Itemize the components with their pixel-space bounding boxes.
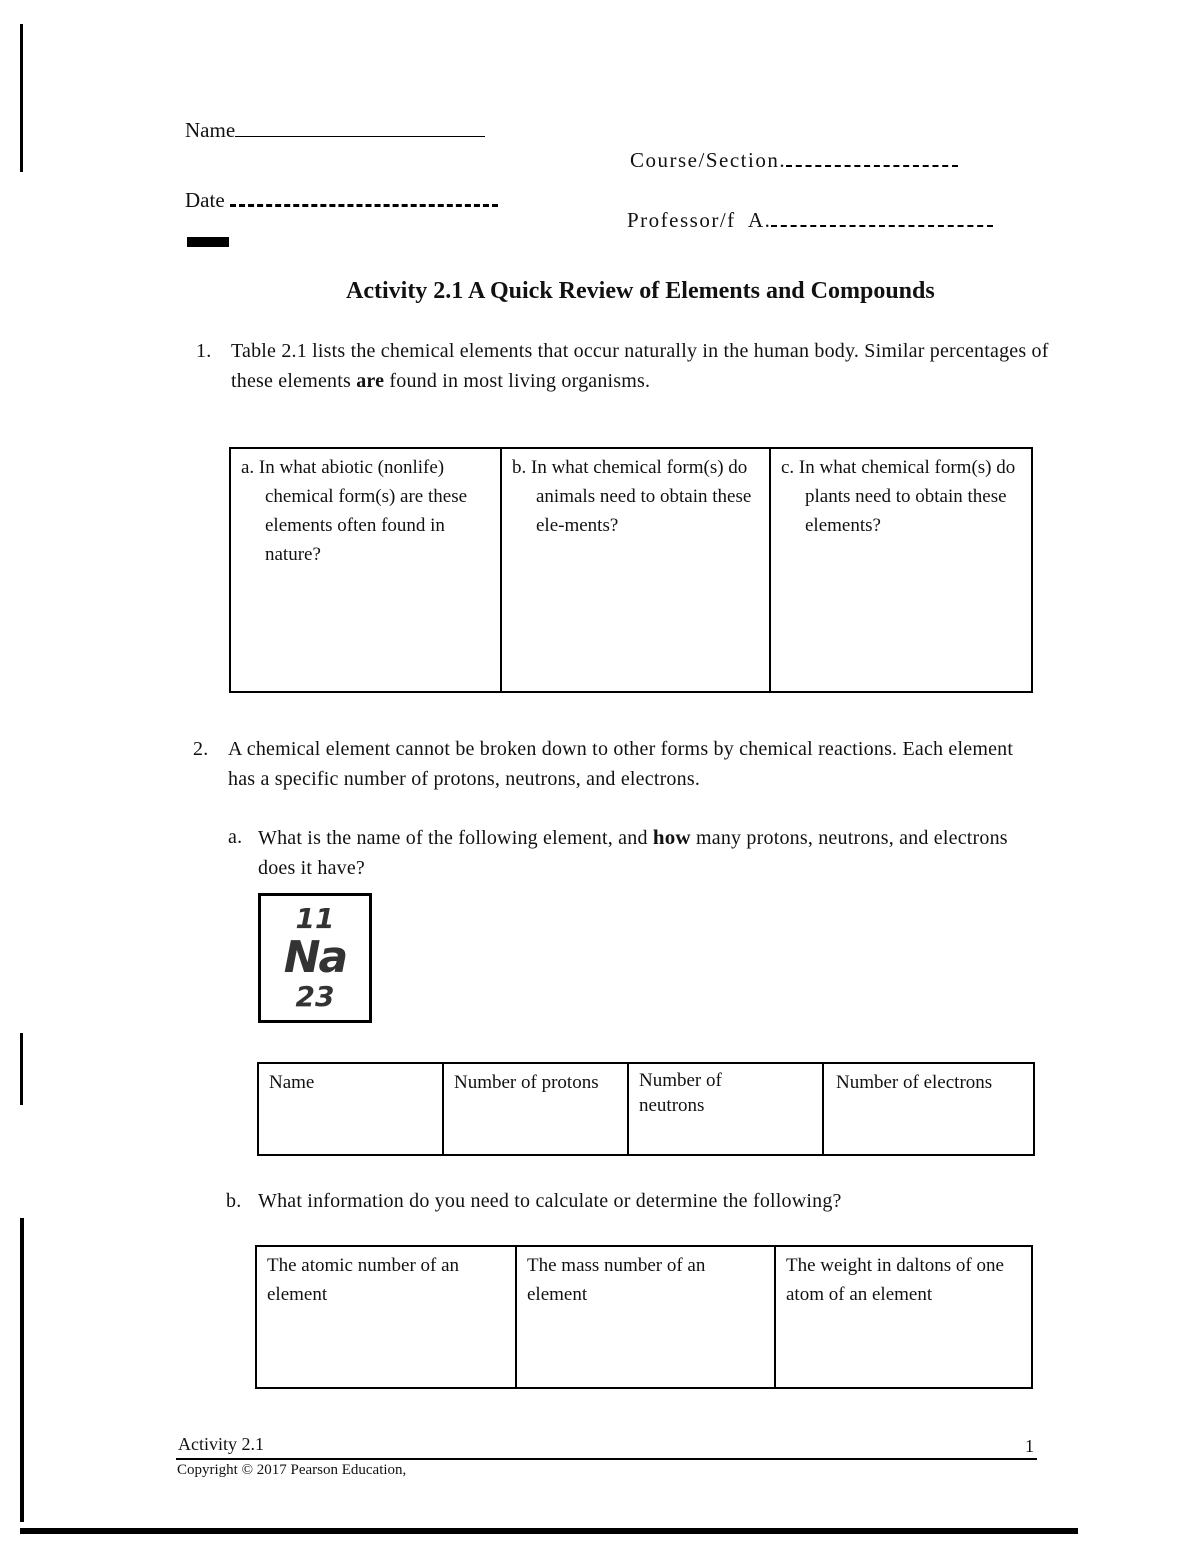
question-1-text-before: Table 2.1 lists the chemical elements that occur naturally in the human body. Similar percentages of these elements [231,340,1049,392]
element-atomic-number: 11 [295,902,335,935]
footer-page-number: 1 [1025,1436,1034,1456]
question-2a-label: a. [228,826,243,848]
question-2-text: A chemical element cannot be broken down to other forms by chemical reactions. Each element has a specific number of protons, neutrons, and electrons. [228,738,1014,790]
question-1-number: 1. [196,340,212,362]
question-2a-cell-protons[interactable] [443,1063,628,1155]
professor-label: Professor/f A [627,208,765,232]
question-2b-table [255,1245,1033,1389]
footer-rule [176,1458,1037,1460]
course-section-blank[interactable] [786,165,958,167]
question-2-number: 2. [193,738,209,760]
question-2a-header-protons: Number of protons [454,1072,599,1093]
question-2a-emphasis: how [652,825,691,849]
question-1-cell-c-text: c. In what chemical form(s) do plants need to obtain these elements? [781,457,1016,536]
course-section-field[interactable]: Course/Section. [630,148,958,173]
question-2b-header-mass-number: The mass number of an element [527,1255,706,1305]
question-2a-header-neutrons: Number of neutrons [639,1070,722,1116]
question-2b-cell-mass-number[interactable] [516,1246,775,1388]
course-section-label: Course/Section [630,148,780,172]
question-2b-cell-weight[interactable] [775,1246,1032,1388]
question-2a-text-before: What is the name of the following element, and [258,827,653,849]
question-2b-text: What information do you need to calculate or determine the following? [258,1190,842,1212]
page-title: Activity 2.1 A Quick Review of Elements and Compounds [346,278,935,304]
question-2a-cell-neutrons[interactable] [628,1063,823,1155]
question-2b-label: b. [226,1190,242,1212]
date-field[interactable] [185,188,498,213]
element-symbol: Na [283,932,347,983]
question-2a-text [258,822,1018,883]
question-2b-header-atomic-number: The atomic number of an element [267,1255,460,1305]
question-2a-text-after: many protons, neutrons, and electrons does it have? [258,827,1008,879]
question-1-cell-b[interactable] [501,448,770,692]
margin-bar-top [20,24,23,172]
question-2a-header-name: Name [269,1072,315,1093]
element-tile [258,893,372,1023]
footer-activity: Activity 2.1 [178,1434,264,1454]
question-1-emphasis: are [356,370,385,392]
question-2a-header-electrons: Number of electrons [836,1072,993,1093]
question-1-cell-c[interactable] [770,448,1032,692]
question-2a-table [257,1062,1035,1156]
question-1-table [229,447,1033,693]
question-2a-cell-name[interactable] [258,1063,443,1155]
date-label: Date [185,188,225,212]
name-blank[interactable] [235,136,485,137]
professor-blank[interactable] [771,225,993,227]
question-1-cell-b-text: b. In what chemical form(s) do animals need to obtain these ele-ments? [512,457,752,536]
name-field[interactable] [185,118,485,143]
margin-bar-bottom [20,1218,24,1522]
question-1-text-after: found in most living organisms. [384,370,651,392]
name-label: Name [185,118,236,142]
date-blank[interactable] [230,204,498,207]
question-1-text [231,336,1051,396]
question-1-cell-a[interactable] [230,448,501,692]
professor-field[interactable]: Professor/f A. [627,208,993,233]
question-2b-cell-atomic-number[interactable] [256,1246,516,1388]
footer-copyright: Copyright © 2017 Pearson Education, [177,1462,407,1478]
question-1-cell-a-text: a. In what abiotic (nonlife) chemical form(s) are these elements often found in nature? [241,457,468,565]
question-2b-header-weight: The weight in daltons of one atom of an element [786,1255,1004,1305]
question-2a-cell-electrons[interactable] [823,1063,1034,1155]
margin-bar-middle [20,1033,23,1105]
bottom-rule [20,1528,1078,1534]
element-mass-number: 23 [295,980,335,1013]
header-mark [187,237,229,247]
